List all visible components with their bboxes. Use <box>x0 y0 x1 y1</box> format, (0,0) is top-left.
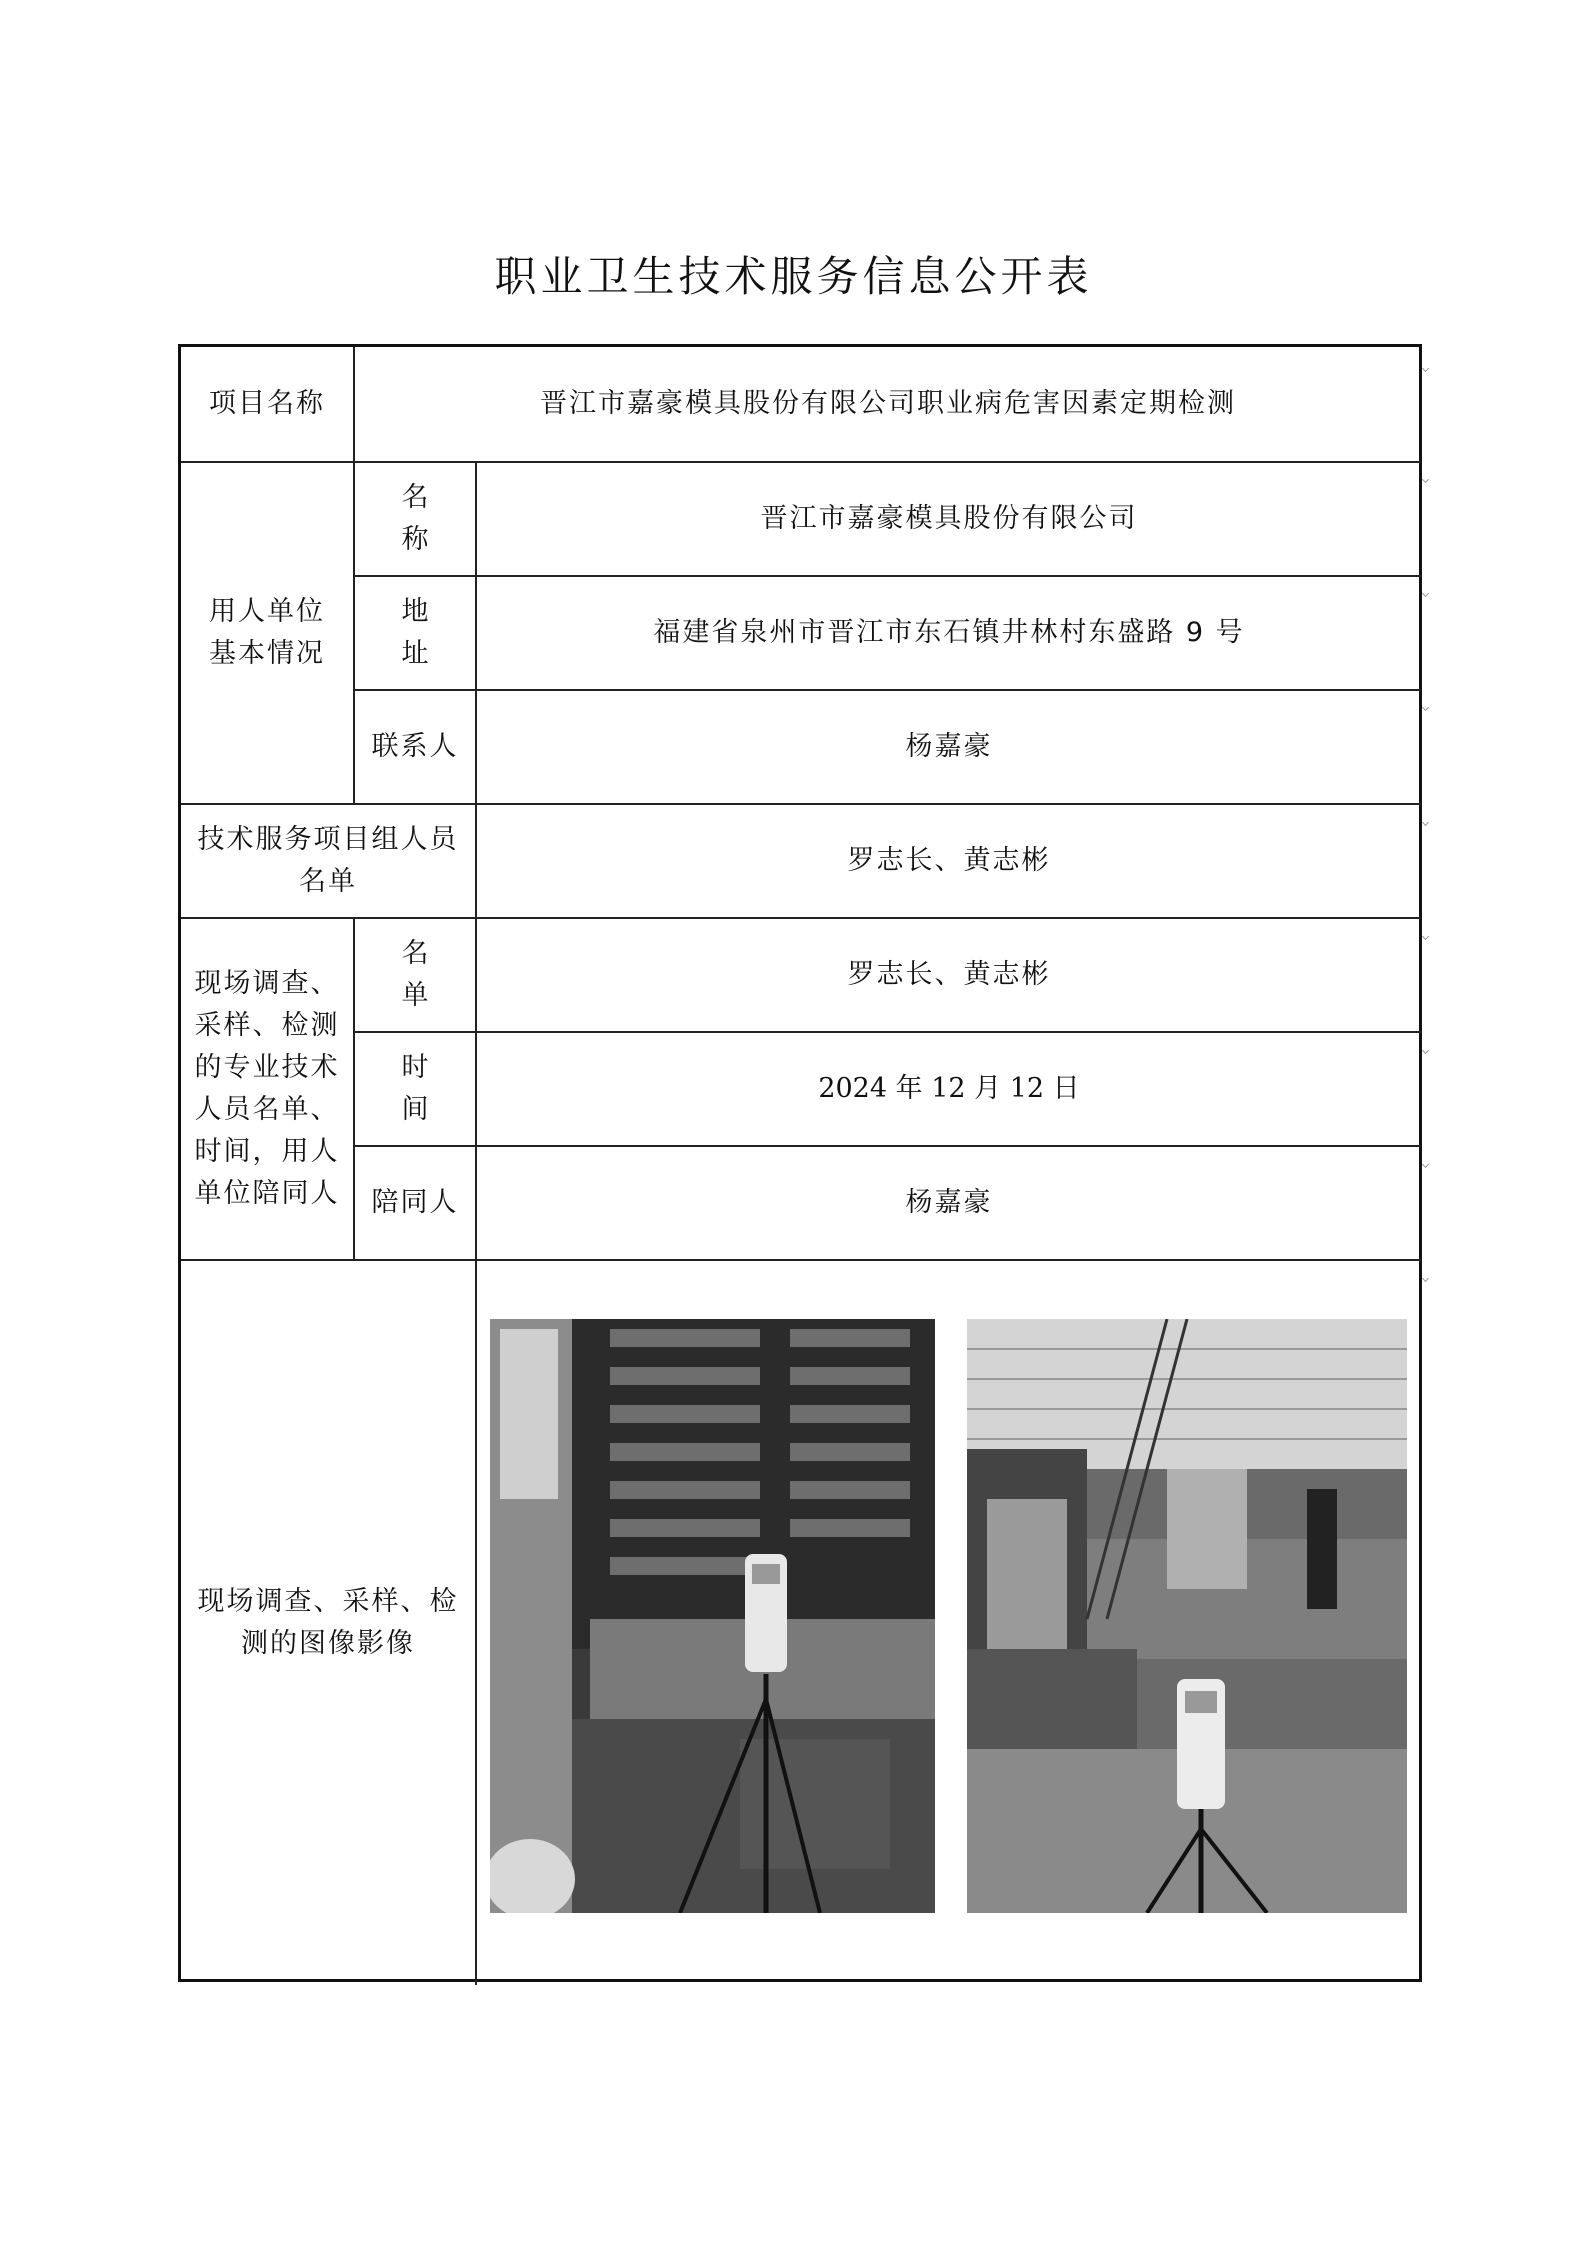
margin-mark <box>1423 820 1429 826</box>
margin-mark <box>1423 934 1429 940</box>
onsite-time-label-cell <box>355 1033 475 1145</box>
margin-mark <box>1423 705 1429 711</box>
employer-address-label: 地址 <box>401 596 461 669</box>
team-label-line1: 技术服务项目组人员 <box>197 824 459 855</box>
onsite-label-line: 的专业技术 <box>194 1052 340 1083</box>
margin-mark <box>1423 1162 1429 1168</box>
team-label <box>181 805 475 917</box>
margin-mark <box>1423 591 1429 597</box>
site-photo-1 <box>490 1319 935 1913</box>
onsite-label-line: 人员名单、 <box>194 1094 340 1125</box>
sound-level-meter-machine-photo-icon <box>490 1319 935 1913</box>
onsite-label-line: 现场调查、 <box>194 968 340 999</box>
margin-mark <box>1423 1276 1429 1282</box>
onsite-label-line: 单位陪同人 <box>194 1178 340 1209</box>
onsite-time-label: 时间 <box>401 1052 461 1125</box>
margin-mark <box>1423 1048 1429 1054</box>
images-label-line2: 测的图像影像 <box>241 1628 415 1659</box>
employer-address-value: 福建省泉州市晋江市东石镇井林村东盛路 9 号 <box>653 617 1245 648</box>
onsite-names-label: 名单 <box>401 938 461 1011</box>
employer-name-value: 晋江市嘉豪模具股份有限公司 <box>760 503 1138 534</box>
onsite-escort-value: 杨嘉豪 <box>905 1187 993 1218</box>
images-label <box>181 1261 475 1985</box>
onsite-escort-label: 陪同人 <box>371 1187 459 1218</box>
employer-name-label-cell <box>355 463 475 575</box>
onsite-label-line: 采样、检测 <box>194 1010 340 1041</box>
page-title: 职业卫生技术服务信息公开表 <box>494 252 1093 301</box>
site-photo-2 <box>967 1319 1407 1913</box>
margin-mark <box>1423 366 1429 372</box>
onsite-names-label-cell <box>355 919 475 1031</box>
sound-level-meter-workshop-photo-icon <box>967 1319 1407 1913</box>
employer-section-label-line1: 用人单位 <box>209 596 325 627</box>
onsite-section-label <box>181 919 353 1259</box>
employer-address-label-cell <box>355 577 475 689</box>
team-label-line2: 名单 <box>299 866 357 897</box>
onsite-names-value: 罗志长、黄志彬 <box>847 959 1051 990</box>
info-table <box>178 344 1422 1982</box>
employer-contact-label: 联系人 <box>371 731 459 762</box>
onsite-label-line: 时间，用人 <box>194 1136 340 1167</box>
onsite-time-value: 2024 年 12 月 12 日 <box>818 1073 1080 1104</box>
employer-section-label <box>181 463 353 803</box>
team-value: 罗志长、黄志彬 <box>847 845 1051 876</box>
employer-contact-value: 杨嘉豪 <box>905 731 993 762</box>
images-label-line1: 现场调查、采样、检 <box>197 1586 459 1617</box>
employer-name-label: 名称 <box>401 482 461 555</box>
margin-mark <box>1423 477 1429 483</box>
employer-section-label-line2: 基本情况 <box>209 638 325 669</box>
project-name-value: 晋江市嘉豪模具股份有限公司职业病危害因素定期检测 <box>540 388 1236 419</box>
project-name-label: 项目名称 <box>209 388 325 419</box>
